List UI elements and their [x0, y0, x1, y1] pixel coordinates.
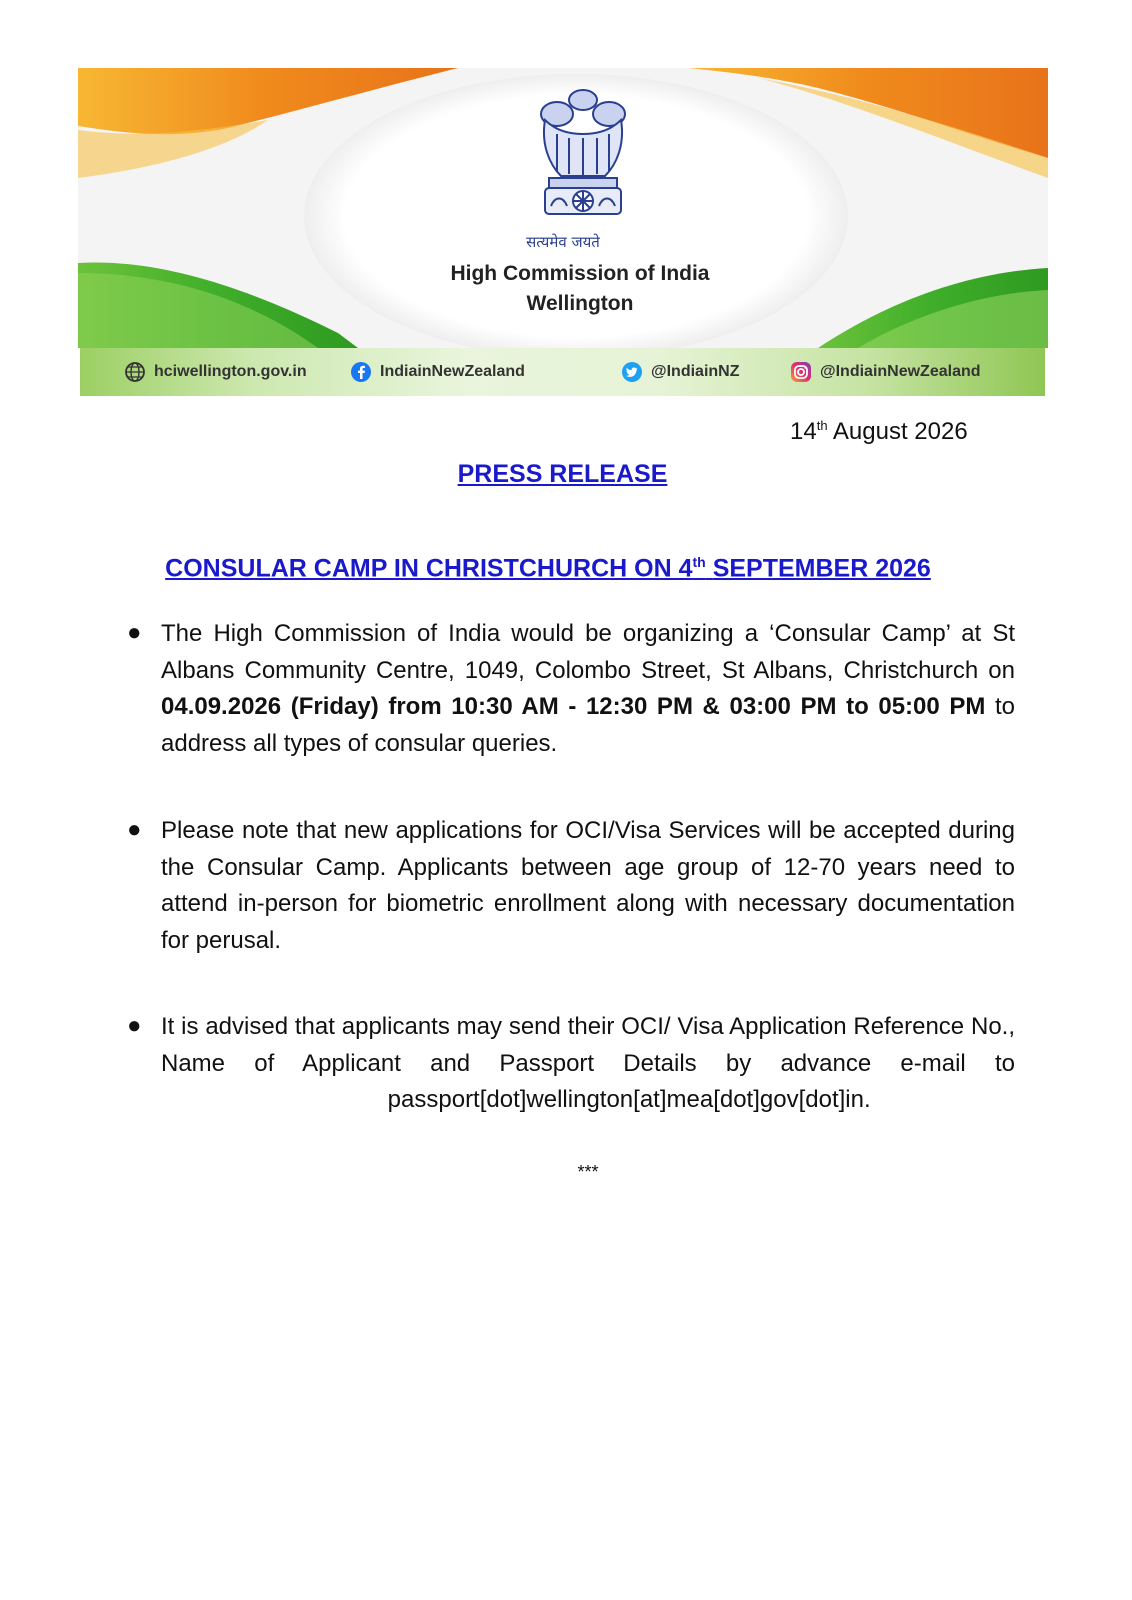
social-twitter[interactable]: [621, 360, 739, 384]
bullet-paragraph-1: [161, 616, 1015, 762]
social-facebook-label: IndiainNewZealand: [380, 363, 525, 380]
para1-text: The High Commission of India would be organizing a ‘Consular Camp’ at St Albans Community Centre, 1049, Colombo Street, St Albans, Christchurch on: [161, 620, 1015, 684]
release-date: [790, 418, 968, 446]
closing-marks: ***: [577, 1162, 599, 1182]
twitter-icon: [621, 361, 643, 383]
date-suffix: th: [816, 418, 828, 433]
headline-sup: th: [692, 554, 706, 570]
contact-email[interactable]: passport[dot]wellington[at]mea[dot]gov[dot]in.: [387, 1086, 871, 1113]
bullet-paragraph-3: [161, 1009, 1015, 1119]
para1-text-end: to address all types of consular queries.: [161, 693, 1015, 757]
social-website[interactable]: [124, 360, 307, 384]
bullet-paragraph-2: Please note that new applications for OCI/Visa Services will be accepted during the Consular Camp. Applicants between age group of 12-70 years need to attend in-person for biometric enrollment along with necessary documentation for perusal.: [161, 817, 1015, 954]
globe-icon: [124, 361, 146, 383]
social-website-label: hciwellington.gov.in: [154, 363, 307, 380]
headline-before: CONSULAR CAMP IN CHRISTCHURCH ON 4: [165, 554, 693, 583]
facebook-icon: [350, 361, 372, 383]
social-links-bar: [80, 348, 1045, 396]
para3-text: It is advised that applicants may send their OCI/ Visa Application Reference No., Name of Applicant and Passport Details by advance e-mail to: [161, 1013, 1015, 1077]
date-month-year: August 2026: [832, 418, 968, 445]
national-emblem-icon: [527, 84, 639, 234]
press-release-heading: PRESS RELEASE: [457, 460, 668, 488]
social-twitter-label: @IndiainNZ: [651, 363, 740, 380]
headline-after: SEPTEMBER 2026: [712, 554, 931, 583]
bullet-marker: ●: [127, 1012, 142, 1039]
social-facebook[interactable]: [350, 360, 525, 384]
bullet-marker: ●: [127, 816, 142, 843]
organization-name: High Commission of India: [450, 262, 710, 285]
bullet-marker: ●: [127, 619, 142, 646]
social-instagram-label: @IndiainNewZealand: [820, 363, 981, 380]
instagram-icon: [790, 361, 812, 383]
headline: [0, 554, 1096, 583]
social-instagram[interactable]: [790, 360, 981, 384]
national-motto: सत्यमेव जयते: [526, 233, 600, 251]
para1-schedule: 04.09.2026 (Friday) from 10:30 AM - 12:30 PM & 03:00 PM to 05:00 PM: [161, 693, 986, 720]
organization-city: Wellington: [526, 292, 634, 315]
letterhead-banner: [78, 68, 1048, 348]
date-day: 14: [790, 418, 817, 445]
